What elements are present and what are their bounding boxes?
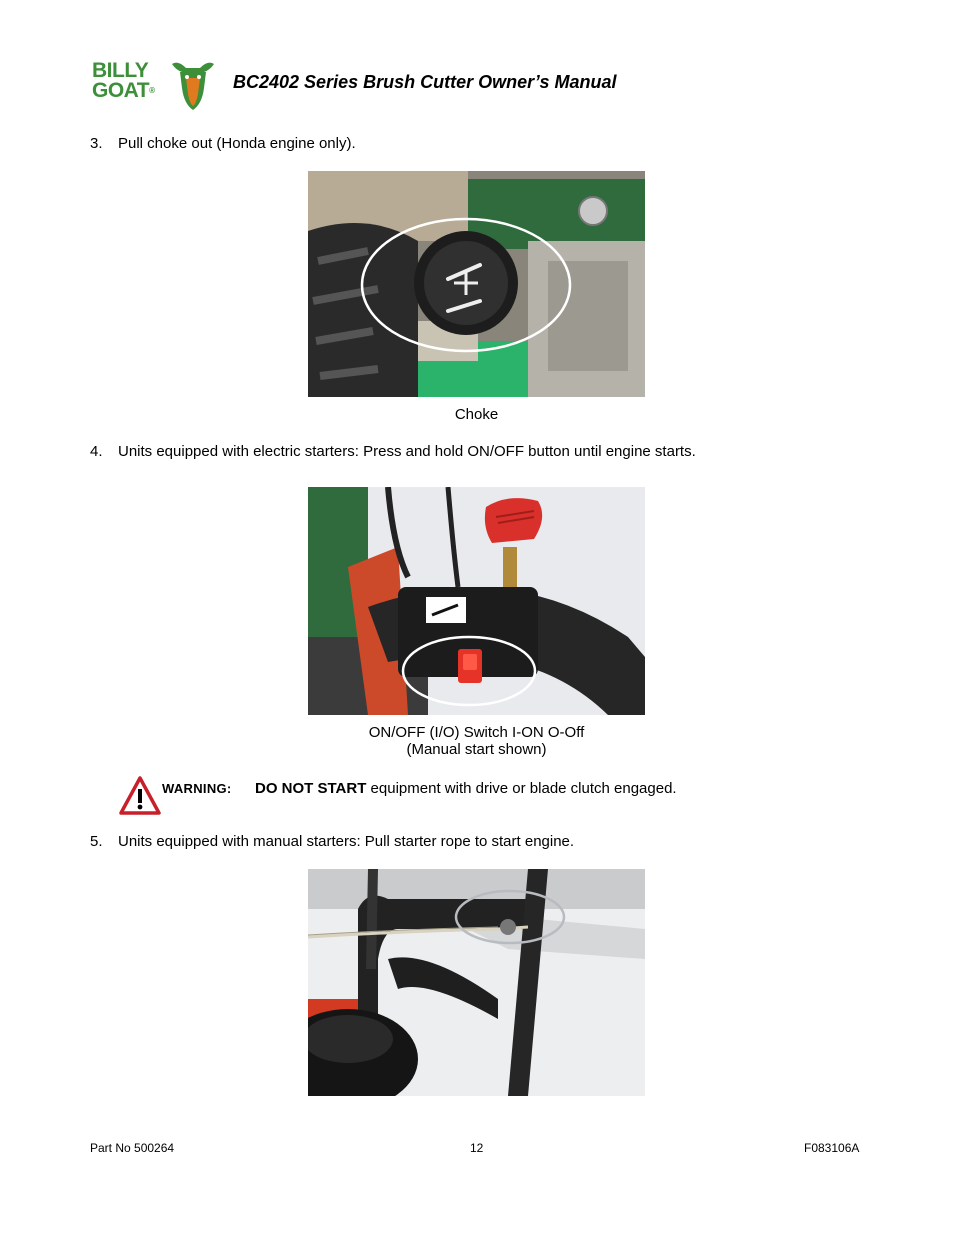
logo-wordmark — [92, 61, 172, 101]
warning-emphasis: DO NOT START — [255, 780, 367, 797]
switch-photo — [308, 487, 645, 715]
step-5 — [90, 833, 574, 850]
step-3 — [90, 135, 356, 152]
logo-text-line2: GOAT® — [92, 79, 155, 102]
switch-caption-line2: (Manual start shown) — [406, 741, 547, 758]
step-4 — [90, 443, 696, 460]
step-number: 3. — [90, 135, 103, 152]
warning-text — [255, 780, 677, 797]
manual-title: BC2402 Series Brush Cutter Owner’s Manual — [233, 72, 617, 92]
step-text: Pull choke out (Honda engine only). — [118, 135, 356, 152]
footer-page-number: 12 — [470, 1141, 484, 1155]
step-text: Units equipped with manual starters: Pull starter rope to start engine. — [118, 833, 575, 850]
warning-triangle-icon — [118, 775, 162, 817]
step-number: 5. — [90, 833, 103, 850]
logo-text-line1: BILLY — [92, 59, 149, 82]
warning-notice — [118, 775, 818, 817]
step-number: 4. — [90, 443, 103, 460]
starter-rope-photo — [308, 869, 645, 1096]
step-text: Units equipped with electric starters: Press and hold ON/OFF button until engine starts. — [118, 443, 696, 460]
billy-goat-logo — [92, 58, 218, 112]
footer-document-code: F083106A — [804, 1141, 860, 1155]
switch-caption — [308, 724, 645, 758]
footer-part-number: Part No 500264 — [90, 1141, 175, 1155]
goat-head-icon — [168, 58, 218, 112]
warning-body: equipment with drive or blade clutch engaged. — [366, 780, 677, 797]
switch-caption-line1: ON/OFF (I/O) Switch I-ON O-Off — [368, 724, 585, 741]
warning-label: WARNING: — [162, 781, 232, 796]
choke-caption: Choke — [454, 406, 499, 423]
choke-photo — [308, 171, 645, 397]
